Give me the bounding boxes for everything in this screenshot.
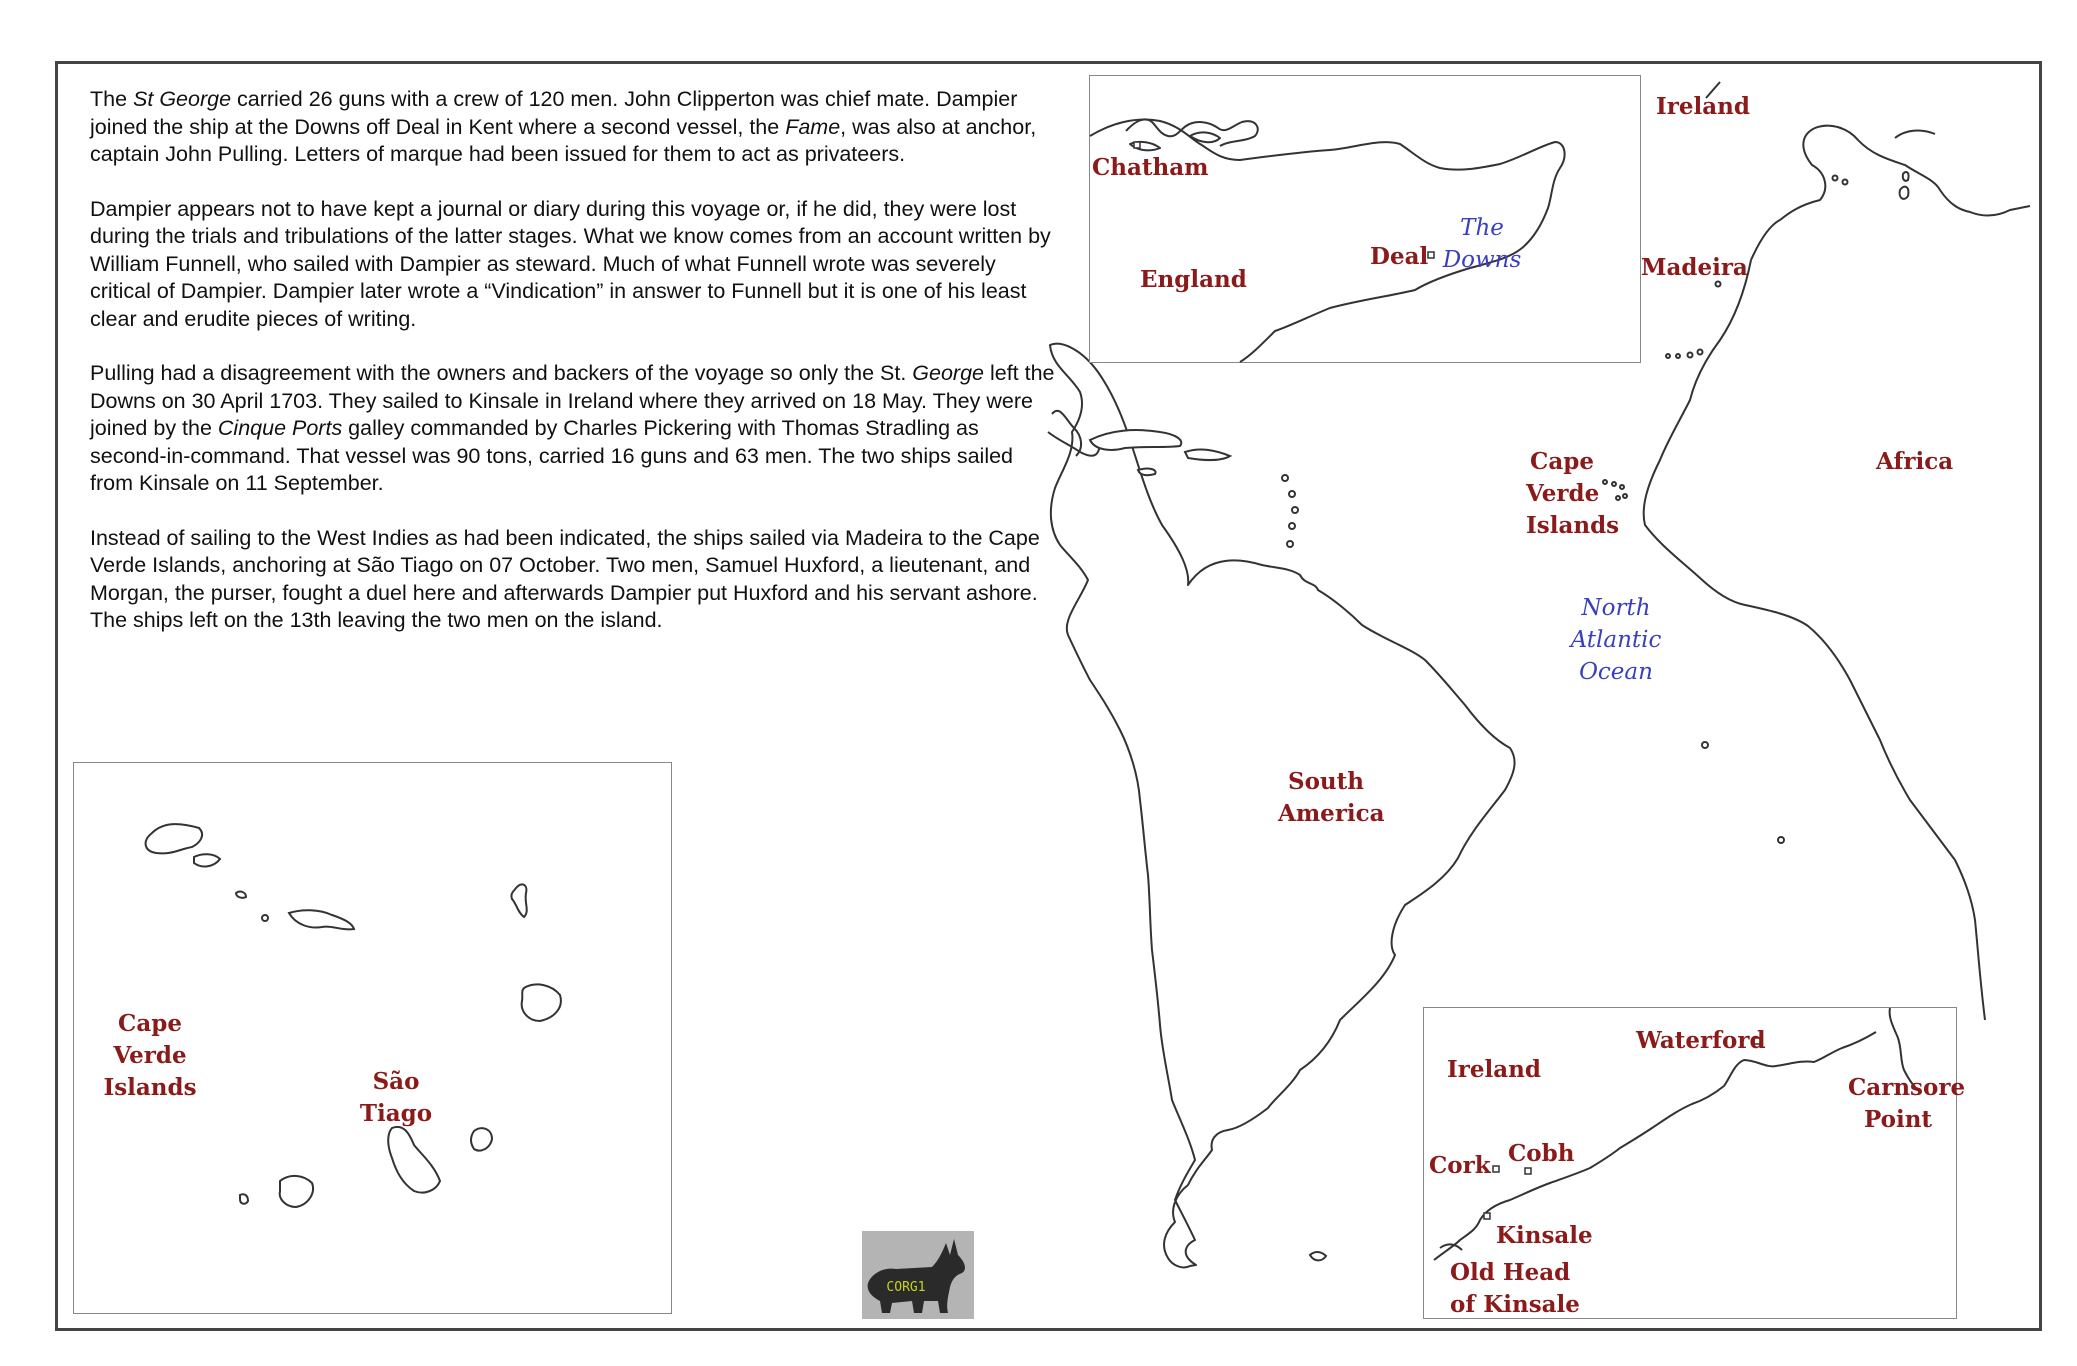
label-madeira: Madeira (1641, 254, 1748, 281)
paragraph-2: Dampier appears not to have kept a journal or diary during this voyage or, if he did, they were lost during the trials and tribulations of the latter stages. What we know comes from an account written by William Funnell, who sailed with Dampier as steward. Much of what Funnell wrote was severely critical of Dampier. Dampier later wrote a “Vindication” in answer to Funnell but it is one of his least clear and erudite pieces of writing. (90, 196, 1051, 331)
cape-verde-island (1616, 496, 1620, 500)
corgi-silhouette-icon (862, 1231, 974, 1319)
balearic-island (1843, 180, 1848, 185)
label-carnsore-point: Carnsore Point (1848, 1074, 1966, 1133)
cape-verde-island (1612, 482, 1616, 486)
sardinia-island (1900, 187, 1909, 199)
europe-coast (1751, 126, 2030, 260)
label-cobh: Cobh (1508, 1140, 1575, 1167)
caribbean-island (1289, 491, 1295, 497)
falkland-islands (1310, 1252, 1326, 1260)
label-ie-inset-ireland: Ireland (1447, 1056, 1541, 1083)
cork-marker (1493, 1166, 1499, 1172)
label-chatham: Chatham (1092, 154, 1209, 181)
kent-coastline (1090, 76, 1640, 362)
cape-verde-island (1603, 480, 1607, 484)
cuba-island (1090, 430, 1181, 450)
paragraph-1: The St George carried 26 guns with a crew of 120 men. John Clipperton was chief mate. Dampier joined the ship at the Downs off Deal in Kent where a second vessel, the Fame, was also at anchor, captain John Pulling. Letters of marque had been issued for them to act as privateers. (90, 87, 1037, 166)
label-deal: Deal (1370, 243, 1429, 270)
deal-marker (1428, 252, 1434, 258)
cape-verde-island (1623, 494, 1627, 498)
label-kinsale: Kinsale (1496, 1222, 1593, 1249)
atlantic-island (1702, 742, 1708, 748)
downs-inset (1089, 75, 1641, 363)
canary-island (1698, 350, 1703, 355)
label-old-head-of-kinsale: Old Head of Kinsale (1450, 1259, 1580, 1318)
corgi-logo (862, 1231, 974, 1319)
hispaniola-island (1185, 449, 1230, 460)
caribbean-island (1282, 475, 1288, 481)
cape-verde-island (1620, 485, 1624, 489)
label-south-america: South America (1278, 768, 1385, 827)
label-north-atlantic-ocean: North Atlantic Ocean (1570, 595, 1662, 685)
canary-island (1688, 353, 1693, 358)
canary-island (1676, 354, 1680, 358)
africa-coast (1644, 260, 1985, 1020)
label-cape-verde-islands: Cape Verde Islands (1526, 448, 1620, 539)
jamaica-island (1138, 469, 1156, 476)
canary-island (1666, 354, 1670, 358)
label-england: England (1140, 266, 1247, 293)
balearic-island (1833, 176, 1838, 181)
corsica-island (1903, 172, 1909, 181)
label-sao-tiago: São Tiago (359, 1068, 433, 1127)
label-ireland: Ireland (1656, 93, 1750, 120)
label-cork: Cork (1429, 1152, 1491, 1179)
paragraph-3: Pulling had a disagreement with the owners and backers of the voyage so only the St. George left the Downs on 30 April 1703. They sailed to Kinsale in Ireland where they arrived on 18 May. They were joined by the Cinque Ports galley commanded by Charles Pickering with Thomas Stradling as second-in-command. That vessel was 90 tons, carried 16 guns and 63 men. The two ships sailed from Kinsale on 11 September. (90, 361, 1055, 495)
paragraph-4: Instead of sailing to the West Indies as had been indicated, the ships sailed via Madeira to the Cape Verde Islands, anchoring at São Tiago on 07 October. Two men, Samuel Huxford, a lieutenant, and Morgan, the purser, fought a duel here and afterwards Dampier put Huxford and his servant ashore. The ships left on the 13th leaving the two men on the island. (90, 525, 1040, 632)
atlantic-island (1778, 837, 1784, 843)
label-the-downs: The Downs (1442, 215, 1522, 273)
logo-text: CORG1 (886, 1280, 926, 1295)
italy-coast (1895, 131, 1935, 138)
caribbean-island (1287, 541, 1293, 547)
label-cv-inset-cape-verde-islands: Cape Verde Islands (103, 1010, 197, 1101)
caribbean-island (1289, 523, 1295, 529)
label-africa: Africa (1876, 448, 1954, 475)
chatham-marker (1134, 142, 1140, 148)
label-waterford: Waterford (1636, 1027, 1766, 1054)
caribbean-island (1292, 507, 1298, 513)
kinsale-marker (1484, 1213, 1490, 1219)
